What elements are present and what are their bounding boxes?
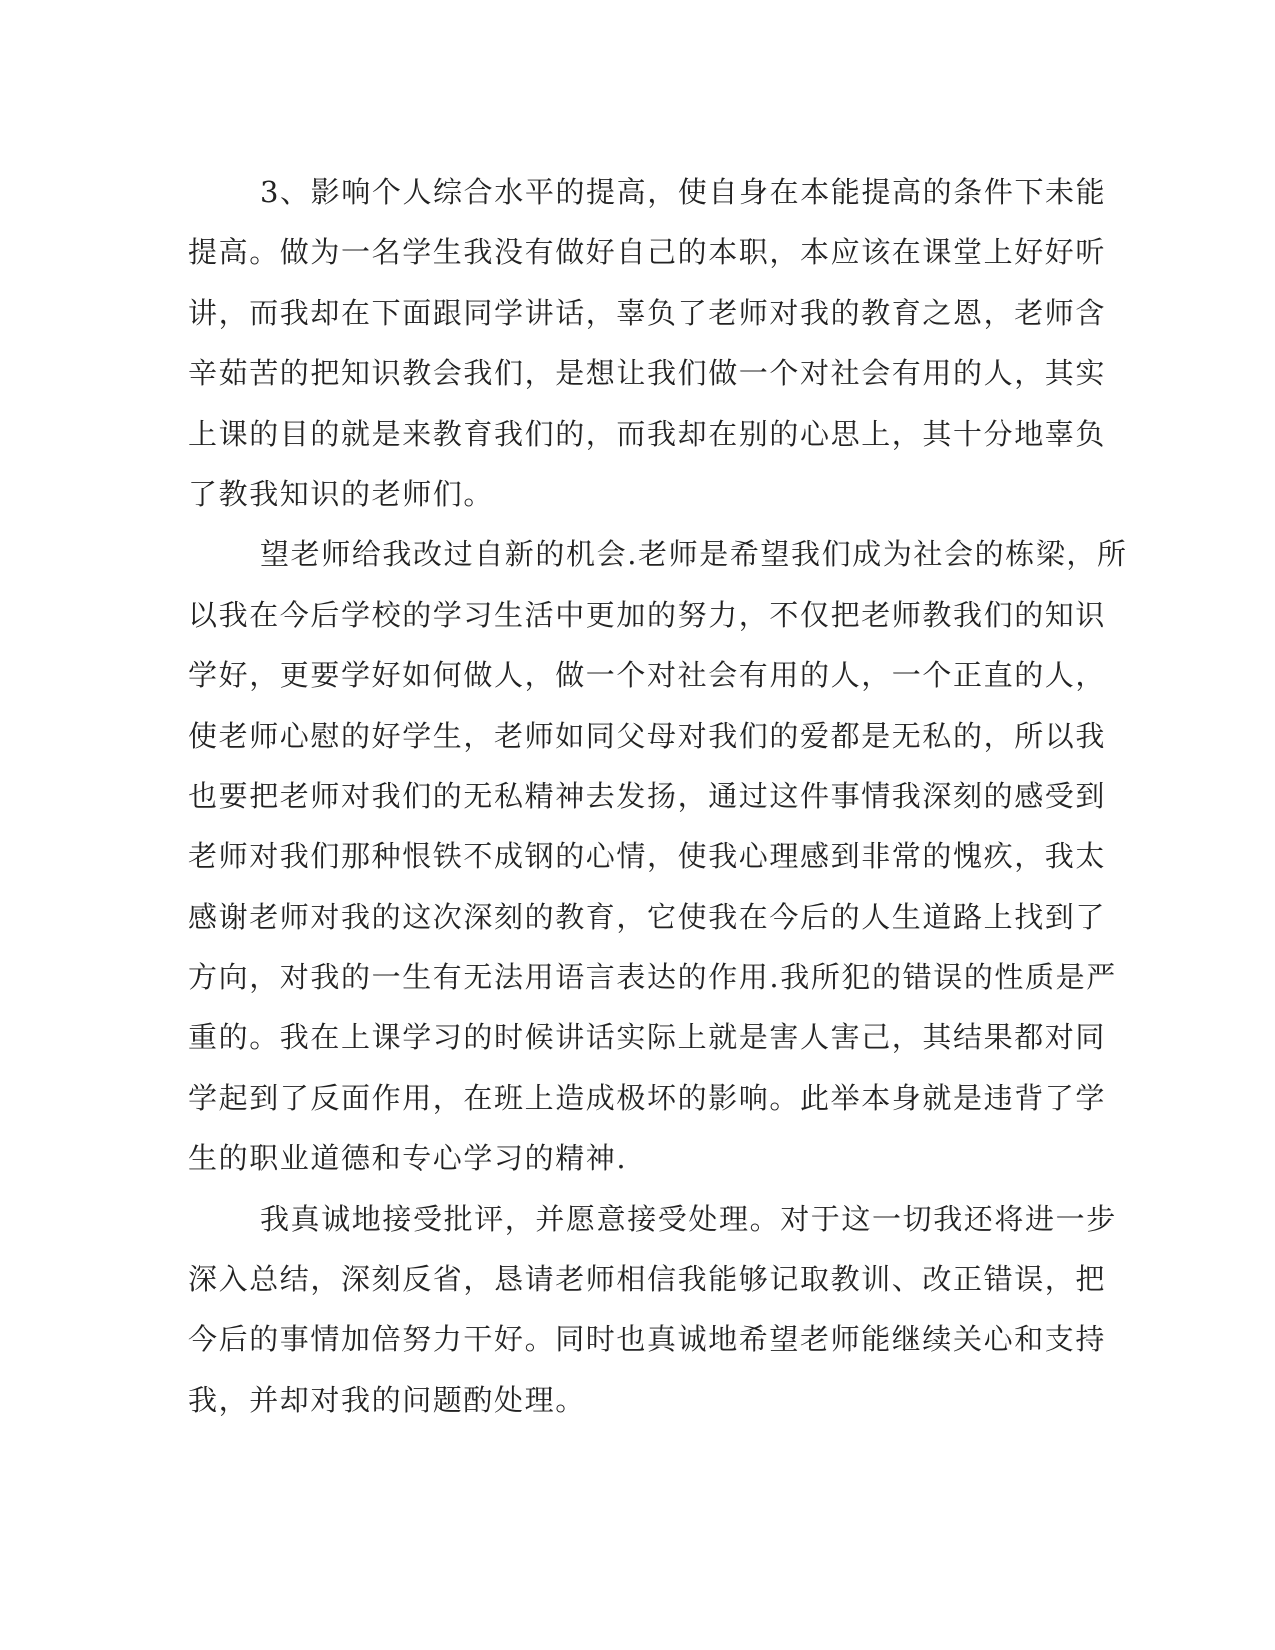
text-line: 重的。我在上课学习的时候讲话实际上就是害人害己，其结果都对同 — [188, 1020, 1107, 1055]
text-line: 望老师给我改过自新的机会.老师是希望我们成为社会的栋梁，所 — [260, 537, 1128, 572]
text-line: 深入总结，深刻反省，恳请老师相信我能够记取教训、改正错误，把 — [188, 1262, 1107, 1297]
text-line: 感谢老师对我的这次深刻的教育，它使我在今后的人生道路上找到了 — [188, 899, 1107, 934]
text-line: 方向，对我的一生有无法用语言表达的作用.我所犯的错误的性质是严 — [188, 960, 1117, 995]
document-body — [188, 162, 1128, 1430]
text-line: 使老师心慰的好学生，老师如同父母对我们的爱都是无私的，所以我 — [188, 718, 1107, 753]
text-line: 今后的事情加倍努力干好。同时也真诚地希望老师能继续关心和支持 — [188, 1322, 1107, 1357]
text-line: 我真诚地接受批评，并愿意接受处理。对于这一切我还将进一步 — [260, 1201, 1117, 1236]
text-line: 了教我知识的老师们。 — [188, 476, 495, 511]
text-line: 以我在今后学校的学习生活中更加的努力，不仅把老师教我们的知识 — [188, 597, 1107, 632]
text-line: 提高。做为一名学生我没有做好自己的本职，本应该在课堂上好好听 — [188, 235, 1107, 270]
text-line: 3、影响个人综合水平的提高，使自身在本能提高的条件下未能 — [260, 175, 1107, 209]
text-line: 上课的目的就是来教育我们的，而我却在别的心思上，其十分地辜负 — [188, 416, 1107, 451]
text-line: 我，并却对我的问题酌处理。 — [188, 1382, 586, 1417]
text-line: 学起到了反面作用，在班上造成极坏的影响。此举本身就是违背了学 — [188, 1080, 1107, 1115]
text-line: 老师对我们那种恨铁不成钢的心情，使我心理感到非常的愧疚，我太 — [188, 839, 1107, 874]
text-line: 讲，而我却在下面跟同学讲话，辜负了老师对我的教育之恩，老师含 — [188, 295, 1107, 330]
paragraph-1 — [188, 162, 1107, 524]
text-line: 生的职业道德和专心学习的精神. — [188, 1141, 628, 1176]
text-line: 学好，更要学好如何做人，做一个对社会有用的人，一个正直的人， — [188, 658, 1107, 693]
text-line: 也要把老师对我们的无私精神去发扬，通过这件事情我深刻的感受到 — [188, 778, 1107, 813]
paragraph-3 — [188, 1189, 1117, 1431]
paragraph-2 — [188, 524, 1128, 1188]
text-line: 辛茹苦的把知识教会我们，是想让我们做一个对社会有用的人，其实 — [188, 356, 1107, 391]
